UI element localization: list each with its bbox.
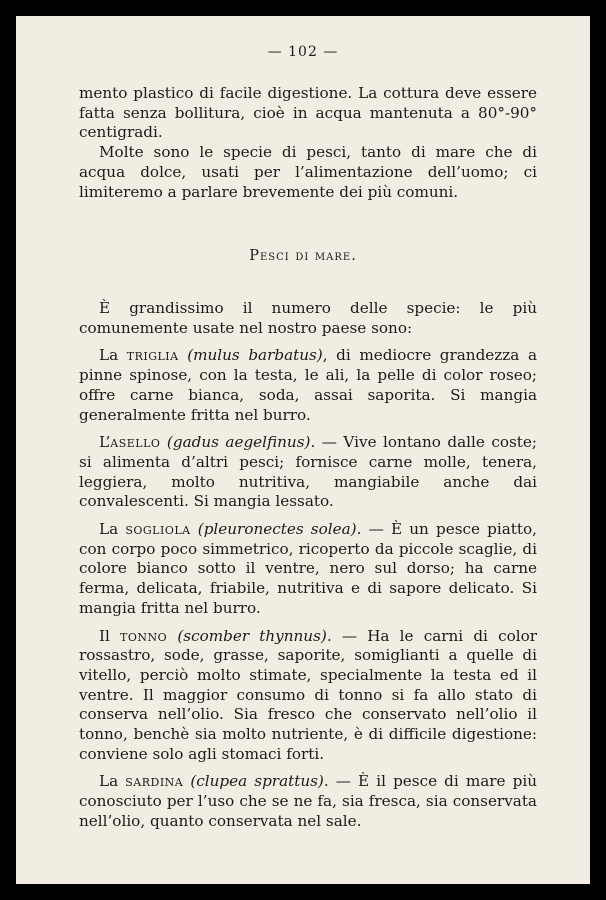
- fish-entry-asello: [79, 433, 537, 512]
- fish-entry-sardina: [79, 772, 537, 831]
- fish-entry-triglia: [79, 346, 537, 425]
- fish-name: sogliola: [125, 520, 191, 539]
- species-block: [79, 299, 537, 832]
- fish-latin-name: (gadus aegelfinus): [166, 433, 311, 452]
- section-heading: Pesci di mare.: [249, 248, 357, 264]
- intro-paragraph-2: Molte sono le specie di pesci, tanto di mare che di acqua dolce, usati per l’alimentazione dell’uomo; ci limiteremo a parlare brevemente dei più comuni.: [79, 143, 537, 201]
- fish-article: La: [99, 346, 119, 365]
- fish-entry-sogliola: [79, 520, 537, 619]
- fish-description: , di mediocre grandezza a pinne spinose, con la testa, le ali, la pelle di color roseo; offre carne bianca, soda, assai saporita. Si mangia generalmente fritta nel burro.: [79, 346, 537, 424]
- intro-paragraph-1: mento plastico di facile digestione. La cottura deve essere fatta senza bollitura, cioè in acqua mantenuta a 80°-90° centigradi.: [79, 84, 537, 142]
- fish-latin-name: (scomber thynnus): [177, 626, 327, 645]
- fish-name: sardina: [125, 772, 184, 791]
- intro-block: [79, 84, 537, 202]
- fish-latin-name: (mulus barbatus): [187, 346, 323, 365]
- fish-latin-name: (pleuronectes solea): [197, 520, 357, 539]
- fish-description: . — È un pesce piatto, con corpo poco simmetrico, ricoperto da piccole scaglie, di colore bianco sotto il ventre, nero sul dorso; ha carne ferma, delicata, friabile, nutritiva e di sapore delicato. Si mangia fritta nel burro.: [79, 520, 537, 617]
- fish-name: asello: [110, 433, 161, 452]
- fish-latin-name: (clupea sprattus): [190, 772, 324, 791]
- fish-name: triglia: [126, 346, 179, 365]
- fish-article: Il: [99, 626, 110, 645]
- fish-description: . — Ha le carni di color rossastro, sode, grasse, saporite, somiglianti a quelle di vitello, perciò molto stimate, specialmente la testa ed il ventre. Il maggior consumo di tonno si fa allo stato di conserva nell’olio. Sia fresco che conservato nell’olio il tonno, benchè sia molto nutriente, è di difficile digestione: conviene solo agli stomaci forti.: [79, 626, 538, 763]
- book-page: [16, 16, 590, 884]
- scan-border: [6, 6, 600, 894]
- fish-entry-tonno: [79, 627, 537, 765]
- section-lead: È grandissimo il numero delle specie: le più comunemente usate nel nostro paese sono:: [79, 299, 537, 337]
- fish-article: La: [99, 520, 119, 539]
- page-number: — 102 —: [267, 44, 339, 60]
- fish-description: . — Vive lontano dalle coste; si alimenta d’altri pesci; fornisce carne molle, tenera, leggiera, molto nutritiva, mangiabile anche dai convalescenti. Si mangia lessato.: [79, 433, 538, 511]
- fish-article: L’: [99, 433, 111, 452]
- fish-article: La: [99, 772, 119, 791]
- fish-name: tonno: [120, 626, 168, 645]
- fish-description: . — È il pesce di mare più conosciuto per l’uso che se ne fa, sia fresca, sia conservata nell’olio, quanto conservata nel sale.: [79, 772, 538, 830]
